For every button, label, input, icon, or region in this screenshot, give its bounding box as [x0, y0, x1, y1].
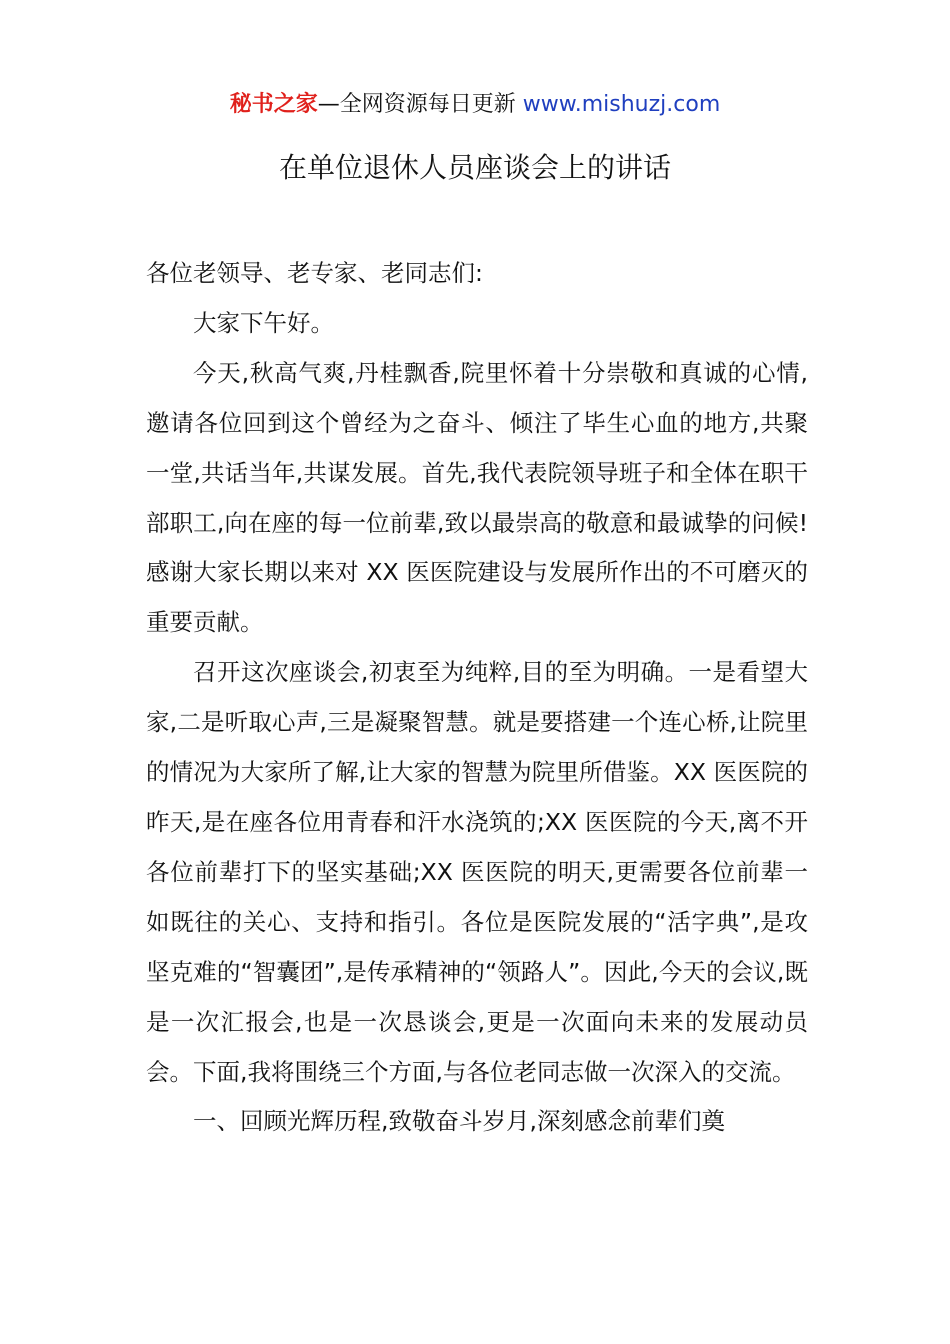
paragraph-opening: 今天,秋高气爽,丹桂飘香,院里怀着十分崇敬和真诚的心情,邀请各位回到这个曾经为之奋斗、倾注了毕生心血的地方,共聚一堂,共话当年,共谋发展。首先,我代表院领导班子和全体在职干部职工,向在座的每一位前辈,致以最崇高的敬意和最诚挚的问候!感谢大家长期以来对 XX 医医院建设与发展所作出的不可磨灭的重要贡献。	[146, 358, 808, 637]
document-body	[146, 249, 808, 1147]
site-name: 秘书之家	[229, 92, 318, 117]
site-header	[0, 88, 950, 122]
document-title: 在单位退休人员座谈会上的讲话	[278, 151, 671, 184]
paragraph-greeting: 大家下午好。	[193, 308, 334, 337]
paragraph-purpose: 召开这次座谈会,初衷至为纯粹,目的至为明确。一是看望大家,二是听取心声,三是凝聚智慧。就是要搭建一个连心桥,让院里的情况为大家所了解,让大家的智慧为院里所借鉴。XX 医医院的昨天,是在座各位用青春和汗水浇筑的;XX 医医院的今天,离不开各位前辈打下的坚实基础;XX 医医院的明天,更需要各位前辈一如既往的关心、支持和指引。各位是医院发展的“活字典”,是攻坚克难的“智囊团”,是传承精神的“领路人”。因此,今天的会议,既是一次汇报会,也是一次恳谈会,更是一次面向未来的发展动员会。下面,我将围绕三个方面,与各位老同志做一次深入的交流。	[146, 658, 808, 1086]
site-url-link[interactable]: www.mishuzj.com	[522, 92, 721, 117]
site-slogan: —全网资源每日更新	[317, 92, 516, 117]
section-heading-one: 一、回顾光辉历程,致敬奋斗岁月,深刻感念前辈们奠	[193, 1107, 725, 1136]
salutation: 各位老领导、老专家、老同志们:	[146, 259, 483, 287]
